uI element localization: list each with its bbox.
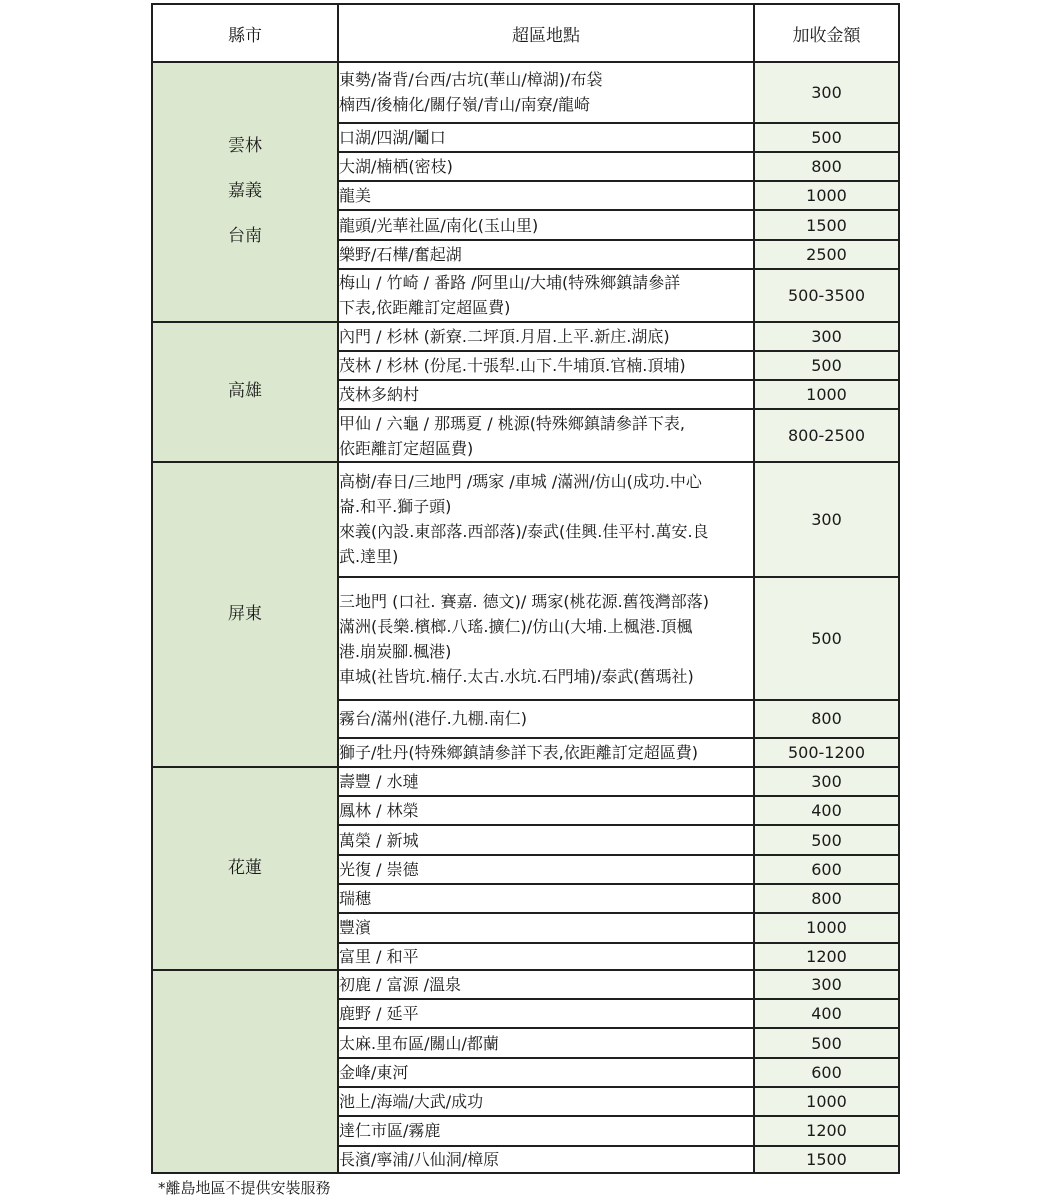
location-cell bbox=[338, 380, 754, 409]
location-cell bbox=[338, 1087, 754, 1116]
footnote: *離島地區不提供安裝服務 bbox=[158, 1179, 331, 1197]
location-cell bbox=[338, 409, 754, 462]
fee-value: 300 bbox=[811, 772, 842, 791]
fee-value: 2500 bbox=[806, 244, 847, 264]
fee-cell bbox=[754, 884, 899, 913]
fee-cell bbox=[754, 577, 899, 700]
fee-cell bbox=[754, 855, 899, 884]
county-cell bbox=[152, 322, 338, 462]
fee-value: 300 bbox=[811, 974, 842, 994]
fee-cell bbox=[754, 152, 899, 181]
surcharge-table bbox=[151, 3, 900, 1174]
location-cell bbox=[338, 577, 754, 700]
fee-value: 1000 bbox=[806, 385, 847, 405]
table-row bbox=[152, 970, 899, 999]
fee-value: 600 bbox=[811, 859, 842, 879]
location-cell bbox=[338, 700, 754, 737]
fee-cell bbox=[754, 1087, 899, 1116]
location-cell bbox=[338, 825, 754, 854]
location-line: 下表,依距離訂定超區費) bbox=[339, 298, 511, 318]
location-line: 池上/海端/大武/成功 bbox=[339, 1092, 484, 1112]
location-line: 霧台/滿州(港仔.九棚.南仁) bbox=[339, 709, 528, 729]
table-row bbox=[152, 462, 899, 577]
county-name: 嘉義 bbox=[228, 181, 262, 202]
location-line: 光復 / 崇德 bbox=[339, 859, 419, 879]
location-line: 長濱/寧浦/八仙洞/樟原 bbox=[339, 1149, 500, 1169]
fee-cell bbox=[754, 943, 899, 970]
table-body bbox=[152, 62, 899, 1173]
table-row bbox=[152, 322, 899, 351]
fee-cell bbox=[754, 1146, 899, 1174]
location-cell bbox=[338, 884, 754, 913]
fee-value: 500-3500 bbox=[787, 285, 866, 305]
fee-cell bbox=[754, 1116, 899, 1145]
fee-value: 500 bbox=[811, 355, 842, 375]
location-line: 鳳林 / 林榮 bbox=[339, 801, 419, 821]
header-row bbox=[152, 4, 899, 62]
location-cell bbox=[338, 62, 754, 123]
location-cell bbox=[338, 1116, 754, 1145]
location-line: 初鹿 / 富源 /溫泉 bbox=[339, 974, 462, 994]
location-line: 東勢/崙背/台西/古坑(華山/樟湖)/布袋 bbox=[339, 70, 603, 90]
location-line: 富里 / 和平 bbox=[339, 946, 419, 966]
location-cell bbox=[338, 462, 754, 577]
location-cell bbox=[338, 767, 754, 796]
fee-cell bbox=[754, 62, 899, 123]
fee-table-container bbox=[151, 3, 898, 1174]
location-line: 樂野/石樺/奮起湖 bbox=[339, 244, 462, 264]
location-line: 來義(內設.東部落.西部落)/泰武(佳興.佳平村.萬安.良 bbox=[339, 522, 709, 542]
county-names bbox=[153, 124, 337, 259]
location-line: 楠西/後楠化/關仔嶺/青山/南寮/龍崎 bbox=[339, 95, 590, 115]
county-name: 台南 bbox=[228, 226, 262, 247]
location-cell bbox=[338, 796, 754, 825]
fee-cell bbox=[754, 409, 899, 462]
location-line: 壽豐 / 水璉 bbox=[339, 772, 419, 791]
fee-value: 300 bbox=[811, 326, 842, 346]
fee-value: 1000 bbox=[806, 1092, 847, 1112]
location-line: 獅子/牡丹(特殊鄉鎮請參詳下表,依距離訂定超區費) bbox=[339, 742, 698, 762]
fee-value: 1500 bbox=[806, 1149, 847, 1169]
location-cell bbox=[338, 351, 754, 380]
location-cell bbox=[338, 240, 754, 269]
fee-cell bbox=[754, 123, 899, 152]
fee-value: 500 bbox=[811, 830, 842, 850]
location-line: 大湖/楠栖(密枝) bbox=[339, 157, 453, 177]
location-line: 口湖/四湖/鬮口 bbox=[339, 127, 446, 147]
location-cell bbox=[338, 970, 754, 999]
location-cell bbox=[338, 210, 754, 239]
fee-value: 1000 bbox=[806, 186, 847, 206]
location-line: 茂林多納村 bbox=[339, 385, 420, 405]
location-cell bbox=[338, 999, 754, 1028]
location-cell bbox=[338, 152, 754, 181]
county-name: 花蓮 bbox=[228, 857, 262, 878]
fee-value: 1500 bbox=[806, 215, 847, 235]
table-row bbox=[152, 767, 899, 796]
fee-value: 300 bbox=[811, 509, 842, 529]
fee-cell bbox=[754, 700, 899, 737]
fee-value: 500-1200 bbox=[787, 742, 866, 762]
location-line: 龍頭/光華社區/南化(玉山里) bbox=[339, 215, 539, 235]
location-cell bbox=[338, 1058, 754, 1087]
location-line: 高樹/春日/三地門 /瑪家 /車城 /滿洲/仿山(成功.中心 bbox=[339, 472, 702, 492]
fee-value: 800 bbox=[811, 889, 842, 909]
fee-value: 1000 bbox=[806, 918, 847, 938]
fee-cell bbox=[754, 970, 899, 999]
fee-cell bbox=[754, 825, 899, 854]
fee-value: 600 bbox=[811, 1062, 842, 1082]
county-cell bbox=[152, 462, 338, 767]
location-cell bbox=[338, 738, 754, 767]
county-names bbox=[153, 592, 337, 637]
location-cell bbox=[338, 1028, 754, 1057]
fee-cell bbox=[754, 738, 899, 767]
fee-cell bbox=[754, 210, 899, 239]
fee-value: 1200 bbox=[806, 1121, 847, 1141]
fee-cell bbox=[754, 351, 899, 380]
location-line: 金峰/東河 bbox=[339, 1062, 409, 1082]
location-line: 達仁市區/霧鹿 bbox=[339, 1121, 441, 1141]
location-cell bbox=[338, 855, 754, 884]
fee-value: 500 bbox=[811, 629, 842, 649]
location-cell bbox=[338, 943, 754, 970]
fee-value: 800 bbox=[811, 157, 842, 177]
location-line: 鹿野 / 延平 bbox=[339, 1004, 419, 1024]
location-line: 內門 / 杉林 (新寮.二坪頂.月眉.上平.新庄.湖底) bbox=[339, 326, 670, 346]
fee-cell bbox=[754, 1028, 899, 1057]
location-cell bbox=[338, 1146, 754, 1174]
fee-value: 500 bbox=[811, 1033, 842, 1053]
location-line: 茂林 / 杉林 (份尾.十張犁.山下.牛埔頂.官楠.頂埔) bbox=[339, 355, 686, 375]
header-location: 超區地點 bbox=[338, 4, 754, 62]
county-name: 雲林 bbox=[228, 136, 262, 157]
header-county: 縣市 bbox=[152, 4, 338, 62]
location-line: 三地門 (口社. 賽嘉. 德文)/ 瑪家(桃花源.舊筏灣部落) bbox=[339, 591, 709, 611]
location-line: 依距離訂定超區費) bbox=[339, 438, 474, 458]
county-cell bbox=[152, 767, 338, 970]
fee-cell bbox=[754, 380, 899, 409]
location-line: 瑞穗 bbox=[339, 889, 372, 909]
fee-value: 800 bbox=[811, 709, 842, 729]
location-cell bbox=[338, 269, 754, 322]
fee-cell bbox=[754, 999, 899, 1028]
location-line: 滿洲(長樂.檳榔.八瑤.擴仁)/仿山(大埔.上楓港.頂楓 bbox=[339, 616, 693, 636]
fee-cell bbox=[754, 796, 899, 825]
fee-value: 400 bbox=[811, 1004, 842, 1024]
county-names bbox=[153, 369, 337, 414]
header-fee: 加收金額 bbox=[754, 4, 899, 62]
fee-value: 300 bbox=[811, 82, 842, 102]
table-row bbox=[152, 62, 899, 123]
location-line: 梅山 / 竹崎 / 番路 /阿里山/大埔(特殊鄉鎮請參詳 bbox=[339, 273, 681, 293]
county-cell bbox=[152, 970, 338, 1173]
fee-value: 400 bbox=[811, 801, 842, 821]
location-line: 甲仙 / 六龜 / 那瑪夏 / 桃源(特殊鄉鎮請參詳下表, bbox=[339, 413, 686, 433]
location-cell bbox=[338, 181, 754, 210]
fee-value: 800-2500 bbox=[787, 426, 866, 446]
location-line: 港.崩炭腳.楓港) bbox=[339, 641, 452, 661]
fee-cell bbox=[754, 181, 899, 210]
location-line: 崙.和平.獅子頭) bbox=[339, 497, 452, 517]
location-line: 萬榮 / 新城 bbox=[339, 830, 419, 850]
fee-cell bbox=[754, 269, 899, 322]
county-cell bbox=[152, 62, 338, 322]
county-names bbox=[153, 846, 337, 891]
location-line: 太麻.里布區/關山/都蘭 bbox=[339, 1033, 499, 1053]
location-cell bbox=[338, 913, 754, 942]
county-name: 高雄 bbox=[228, 381, 262, 402]
location-line: 豐濱 bbox=[339, 918, 372, 938]
location-cell bbox=[338, 123, 754, 152]
fee-cell bbox=[754, 1058, 899, 1087]
fee-cell bbox=[754, 322, 899, 351]
fee-cell bbox=[754, 462, 899, 577]
fee-cell bbox=[754, 913, 899, 942]
fee-value: 500 bbox=[811, 127, 842, 147]
fee-cell bbox=[754, 240, 899, 269]
fee-cell bbox=[754, 767, 899, 796]
county-name: 屏東 bbox=[228, 603, 262, 624]
location-line: 車城(社皆坑.楠仔.太古.水坑.石門埔)/泰武(舊瑪社) bbox=[339, 666, 694, 686]
location-cell bbox=[338, 322, 754, 351]
location-line: 武.達里) bbox=[339, 547, 399, 567]
location-line: 龍美 bbox=[339, 186, 372, 206]
fee-value: 1200 bbox=[806, 946, 847, 966]
